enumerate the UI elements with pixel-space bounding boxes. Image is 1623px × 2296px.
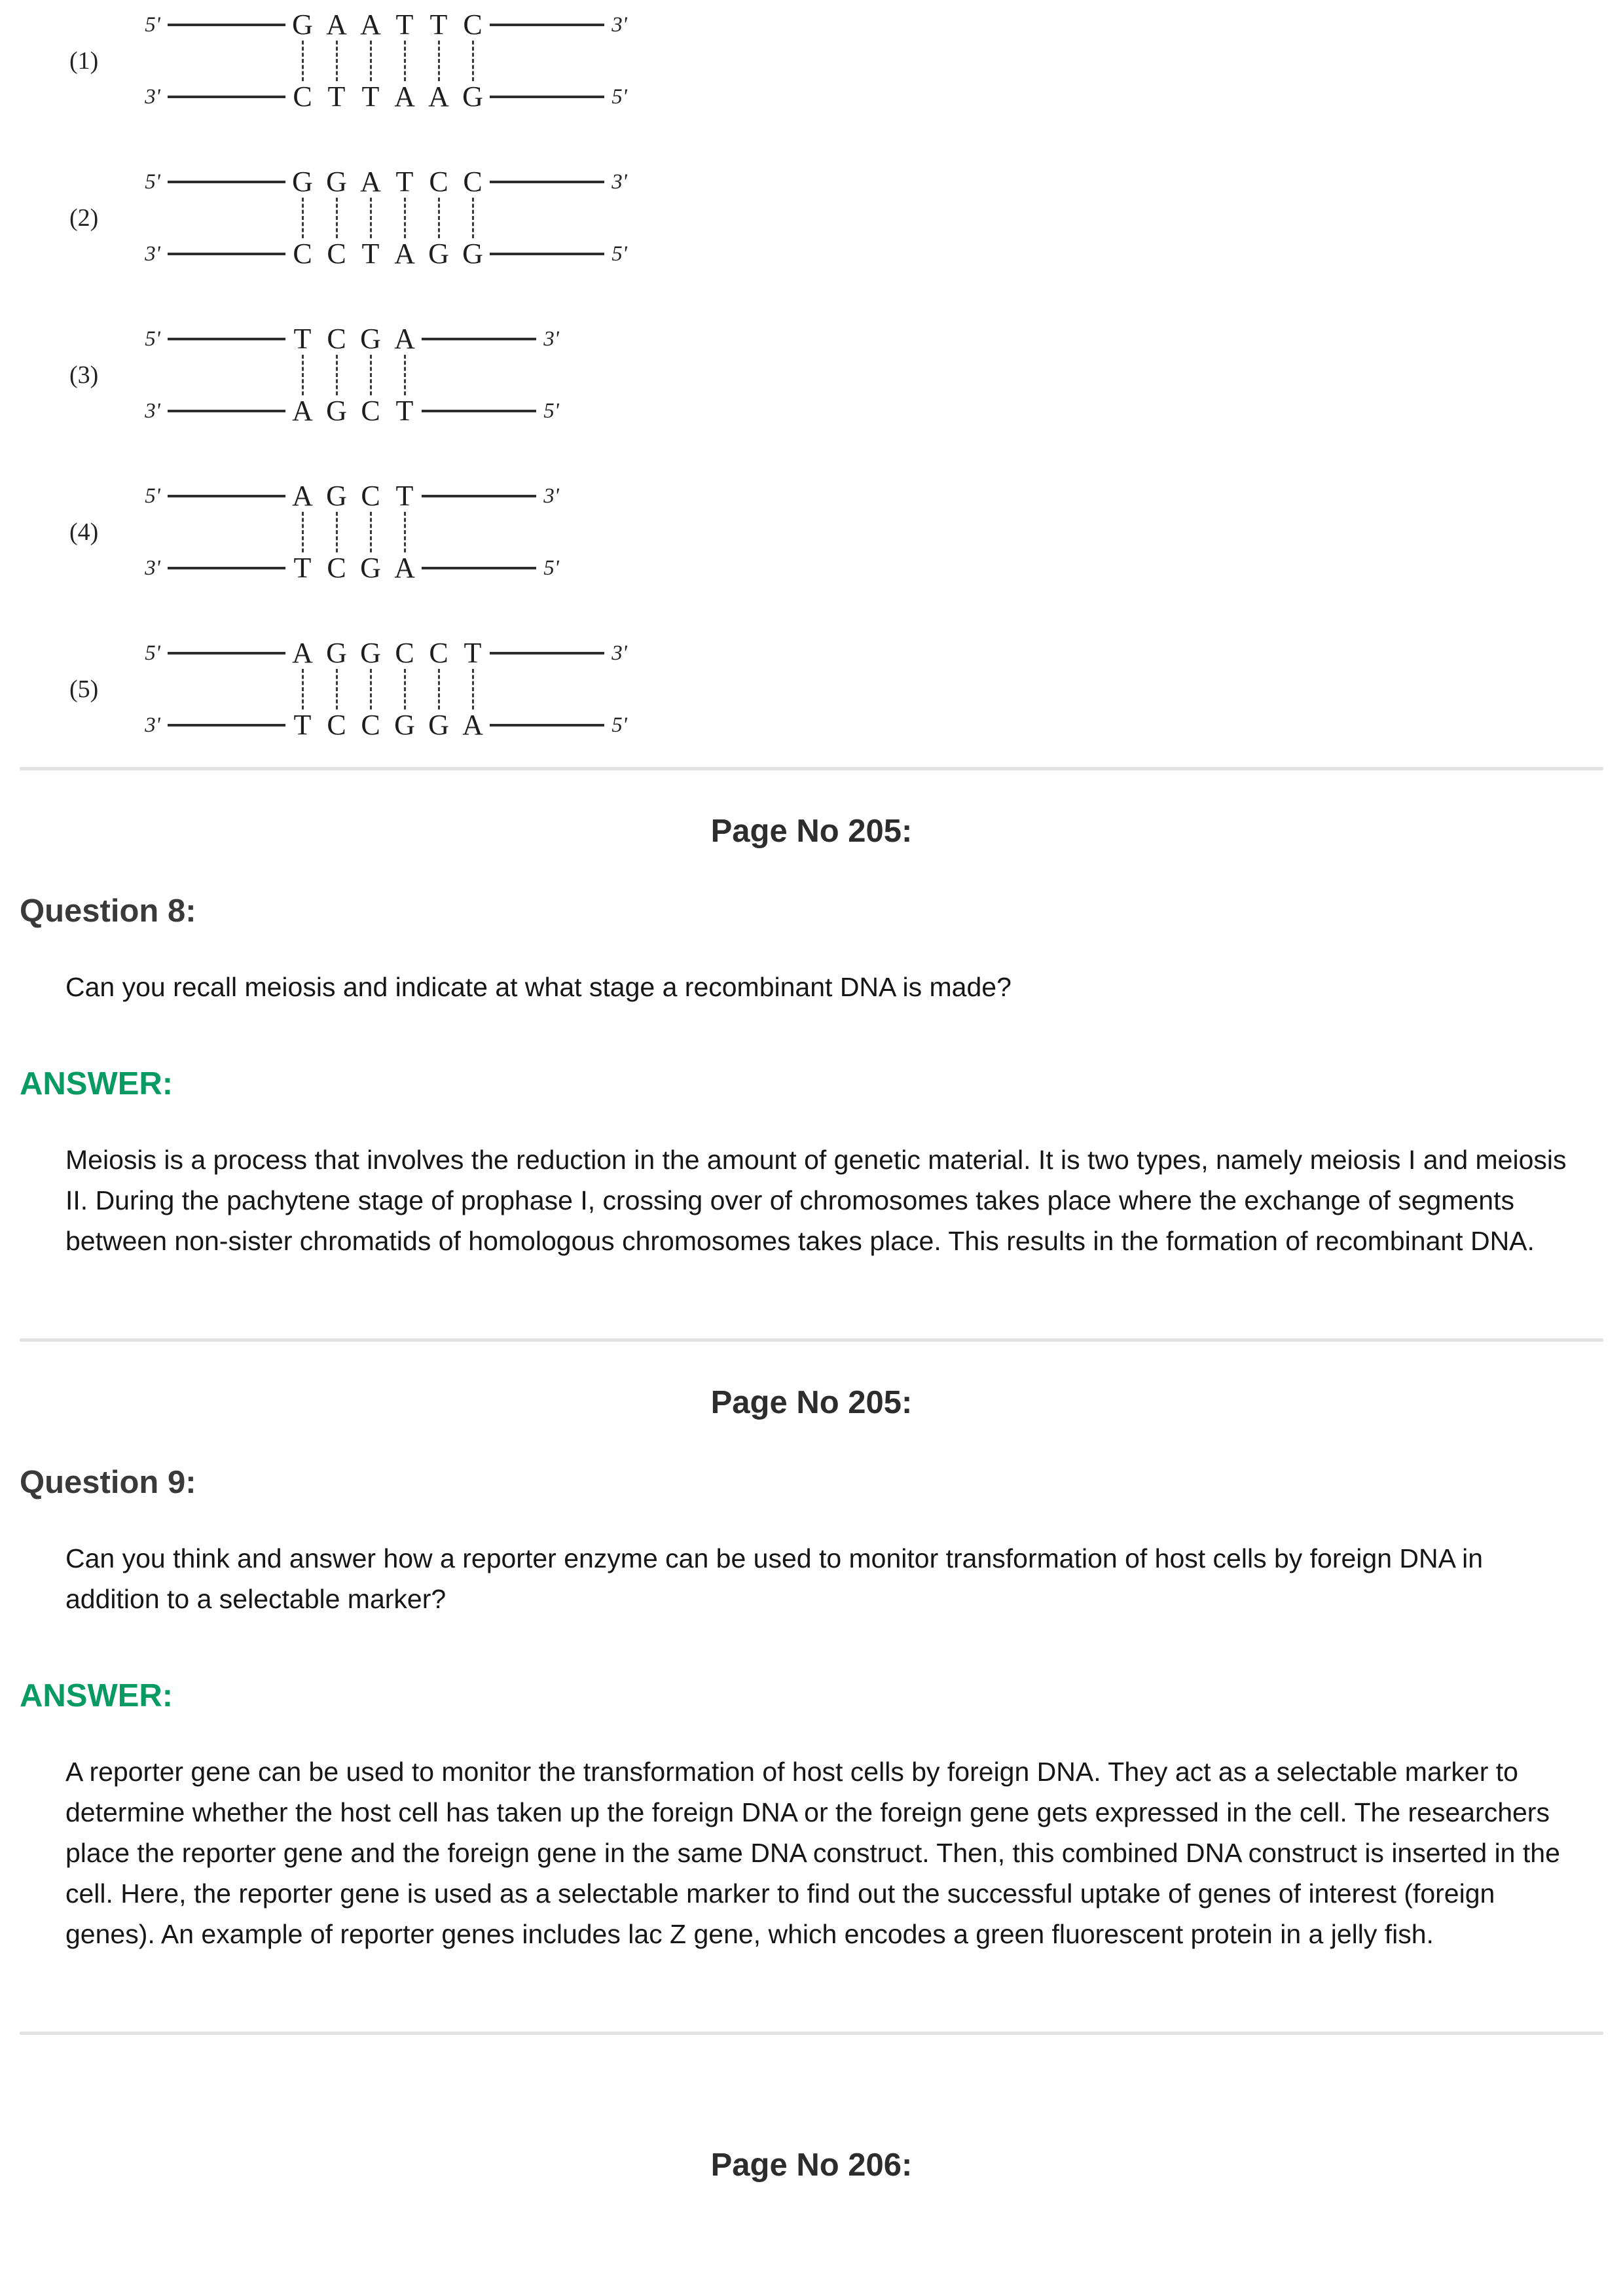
base-letter: G bbox=[462, 81, 483, 113]
base-letter: C bbox=[327, 238, 346, 270]
dna-sequences-figure bbox=[20, 7, 1603, 741]
five-prime-label: 5' bbox=[145, 327, 160, 351]
qa-section-question-9 bbox=[20, 1384, 1603, 1954]
base-letter: G bbox=[326, 166, 347, 198]
base-pair-bond bbox=[354, 355, 388, 395]
base-letter: G bbox=[326, 480, 347, 512]
qa-section-question-8 bbox=[20, 812, 1603, 1261]
dna-diagram-1 bbox=[52, 9, 1603, 113]
answer-text: A reporter gene can be used to monitor the transformation of host cells by foreign DNA. They act as a selectable marker to determine whether the host cell has taken up the foreign DNA or the foreign gene gets expressed in the cell. The researchers place the reporter gene and the foreign gene in the same DNA construct. Then, this combined DNA construct is inserted in the cell. Here, the reporter gene is used as a selectable marker to find out the successful uptake of genes of interest (foreign genes). An example of reporter genes includes lac Z gene, which encodes a green fluorescent protein in a jelly fish. bbox=[65, 1757, 1560, 1949]
five-prime-label: 5' bbox=[543, 399, 559, 423]
dna-diagram-4 bbox=[52, 480, 1603, 584]
base-letter: A bbox=[292, 637, 313, 669]
three-prime-label: 3' bbox=[145, 399, 160, 423]
base-pair-bonds bbox=[285, 198, 634, 238]
strand-line bbox=[168, 652, 285, 655]
base-letter: A bbox=[292, 480, 313, 512]
diagram-number-label: (2) bbox=[69, 204, 99, 232]
base-letter: A bbox=[428, 81, 449, 113]
strand-line bbox=[490, 253, 604, 255]
bottom-strand bbox=[137, 395, 566, 427]
base-letter: T bbox=[293, 552, 312, 584]
page-number-heading: Page No 205: bbox=[710, 814, 913, 849]
base-letter: C bbox=[361, 480, 380, 512]
bottom-strand bbox=[137, 81, 634, 113]
base-letter: C bbox=[463, 9, 483, 41]
base-pair-bond bbox=[422, 41, 456, 81]
diagram-number-label: (5) bbox=[69, 675, 99, 703]
strand-line bbox=[490, 24, 604, 26]
top-strand bbox=[137, 323, 566, 355]
strand-line bbox=[168, 24, 285, 26]
page-number-heading: Page No 206: bbox=[710, 2147, 913, 2183]
three-prime-label: 3' bbox=[145, 84, 160, 109]
section-divider bbox=[20, 1338, 1603, 1342]
three-prime-label: 3' bbox=[543, 327, 559, 351]
base-letter: T bbox=[293, 709, 312, 741]
base-pair-bond bbox=[354, 512, 388, 552]
base-letter: G bbox=[462, 238, 483, 270]
base-letter: T bbox=[464, 637, 482, 669]
base-letter: G bbox=[428, 709, 449, 741]
strand-line bbox=[168, 724, 285, 726]
bottom-strand-bases bbox=[285, 81, 490, 113]
top-strand bbox=[137, 480, 566, 512]
base-pair-bond bbox=[354, 669, 388, 709]
three-prime-label: 3' bbox=[611, 12, 627, 37]
base-letter: C bbox=[327, 709, 346, 741]
base-letter: G bbox=[292, 9, 313, 41]
answer-text: Meiosis is a process that involves the reduction in the amount of genetic material. It is two types, namely meiosis I and meiosis II. During the pachytene stage of prophase I, crossing over of chromosomes takes place where the exchange of segments between non-sister chromatids of homologous chromosomes takes place. This results in the formation of recombinant DNA. bbox=[65, 1145, 1567, 1256]
five-prime-label: 5' bbox=[543, 556, 559, 580]
base-pair-bonds bbox=[285, 512, 566, 552]
strand-line bbox=[490, 96, 604, 98]
base-letter: G bbox=[360, 637, 381, 669]
five-prime-label: 5' bbox=[611, 84, 627, 109]
question-text: Can you think and answer how a reporter enzyme can be used to monitor transformation of host cells by foreign DNA in addition to a selectable marker? bbox=[65, 1543, 1484, 1614]
top-strand-bases bbox=[285, 637, 490, 669]
base-letter: C bbox=[293, 238, 312, 270]
top-strand bbox=[137, 637, 634, 669]
base-pair-bond bbox=[319, 355, 354, 395]
base-letter: T bbox=[395, 395, 414, 427]
answer-label: ANSWER: bbox=[20, 1678, 173, 1713]
base-letter: C bbox=[293, 81, 312, 113]
base-letter: G bbox=[394, 709, 415, 741]
top-strand-bases bbox=[285, 323, 422, 355]
dna-diagram-body bbox=[137, 637, 634, 741]
diagram-number-label: (3) bbox=[69, 361, 99, 389]
question-label: Question 8: bbox=[20, 893, 196, 929]
base-letter: T bbox=[395, 166, 414, 198]
base-pair-bond bbox=[354, 41, 388, 81]
base-pair-bond bbox=[422, 669, 456, 709]
base-letter: G bbox=[292, 166, 313, 198]
base-letter: A bbox=[292, 395, 313, 427]
strand-line bbox=[422, 495, 536, 497]
dna-diagram-5 bbox=[52, 637, 1603, 741]
bottom-strand bbox=[137, 238, 634, 270]
base-pair-bond bbox=[319, 669, 354, 709]
strand-line bbox=[168, 567, 285, 569]
three-prime-label: 3' bbox=[145, 713, 160, 737]
three-prime-label: 3' bbox=[611, 170, 627, 194]
diagram-number-label: (4) bbox=[69, 518, 99, 546]
base-letter: G bbox=[360, 323, 381, 355]
base-letter: G bbox=[326, 395, 347, 427]
base-pair-bond bbox=[319, 198, 354, 238]
base-letter: A bbox=[326, 9, 347, 41]
base-pair-bond bbox=[354, 198, 388, 238]
base-letter: G bbox=[326, 637, 347, 669]
base-pair-bond bbox=[285, 512, 319, 552]
three-prime-label: 3' bbox=[543, 484, 559, 508]
base-letter: C bbox=[361, 395, 380, 427]
strand-line bbox=[168, 181, 285, 183]
question-text: Can you recall meiosis and indicate at what stage a recombinant DNA is made? bbox=[65, 972, 1012, 1002]
base-letter: C bbox=[327, 323, 346, 355]
five-prime-label: 5' bbox=[611, 242, 627, 266]
strand-line bbox=[168, 96, 285, 98]
five-prime-label: 5' bbox=[145, 12, 160, 37]
dna-diagram-body bbox=[137, 323, 566, 427]
base-pair-bonds bbox=[285, 355, 566, 395]
top-strand-bases bbox=[285, 9, 490, 41]
top-strand bbox=[137, 166, 634, 198]
section-divider bbox=[20, 767, 1603, 770]
base-pair-bond bbox=[285, 198, 319, 238]
base-letter: C bbox=[429, 637, 448, 669]
strand-line bbox=[490, 181, 604, 183]
strand-line bbox=[168, 253, 285, 255]
strand-line bbox=[422, 338, 536, 340]
strand-line bbox=[422, 567, 536, 569]
top-strand-bases bbox=[285, 480, 422, 512]
dna-diagram-body bbox=[137, 480, 566, 584]
base-pair-bond bbox=[388, 512, 422, 552]
base-pair-bond bbox=[388, 355, 422, 395]
base-letter: C bbox=[463, 166, 483, 198]
answer-label: ANSWER: bbox=[20, 1066, 173, 1102]
base-letter: A bbox=[394, 552, 415, 584]
base-letter: C bbox=[327, 552, 346, 584]
strand-line bbox=[168, 495, 285, 497]
three-prime-label: 3' bbox=[611, 641, 627, 665]
base-letter: T bbox=[429, 9, 448, 41]
base-pair-bond bbox=[388, 198, 422, 238]
base-pair-bonds bbox=[285, 41, 634, 81]
top-strand bbox=[137, 9, 634, 41]
strand-line bbox=[490, 652, 604, 655]
base-letter: T bbox=[395, 9, 414, 41]
three-prime-label: 3' bbox=[145, 242, 160, 266]
base-pair-bond bbox=[388, 41, 422, 81]
bottom-strand-bases bbox=[285, 709, 490, 741]
dna-diagram-3 bbox=[52, 323, 1603, 427]
five-prime-label: 5' bbox=[145, 641, 160, 665]
bottom-strand-bases bbox=[285, 395, 422, 427]
five-prime-label: 5' bbox=[145, 170, 160, 194]
base-pair-bonds bbox=[285, 669, 634, 709]
top-strand-bases bbox=[285, 166, 490, 198]
base-pair-bond bbox=[319, 41, 354, 81]
bottom-strand bbox=[137, 552, 566, 584]
base-pair-bond bbox=[456, 41, 490, 81]
base-letter: T bbox=[395, 480, 414, 512]
base-pair-bond bbox=[456, 198, 490, 238]
section-divider bbox=[20, 2032, 1603, 2035]
base-letter: T bbox=[361, 81, 380, 113]
strand-line bbox=[422, 410, 536, 412]
dna-diagram-2 bbox=[52, 166, 1603, 270]
base-pair-bond bbox=[285, 41, 319, 81]
dna-diagram-body bbox=[137, 166, 634, 270]
five-prime-label: 5' bbox=[611, 713, 627, 737]
five-prime-label: 5' bbox=[145, 484, 160, 508]
base-pair-bond bbox=[319, 512, 354, 552]
base-letter: A bbox=[462, 709, 483, 741]
base-letter: A bbox=[394, 323, 415, 355]
base-letter: A bbox=[360, 9, 381, 41]
base-letter: T bbox=[327, 81, 346, 113]
strand-line bbox=[168, 410, 285, 412]
three-prime-label: 3' bbox=[145, 556, 160, 580]
base-pair-bond bbox=[285, 355, 319, 395]
base-letter: G bbox=[360, 552, 381, 584]
base-letter: A bbox=[394, 238, 415, 270]
diagram-number-label: (1) bbox=[69, 47, 99, 75]
base-letter: C bbox=[361, 709, 380, 741]
base-letter: T bbox=[293, 323, 312, 355]
base-letter: A bbox=[360, 166, 381, 198]
question-label: Question 9: bbox=[20, 1465, 196, 1500]
base-letter: G bbox=[428, 238, 449, 270]
bottom-strand bbox=[137, 709, 634, 741]
base-letter: C bbox=[429, 166, 448, 198]
base-letter: T bbox=[361, 238, 380, 270]
base-pair-bond bbox=[285, 669, 319, 709]
base-pair-bond bbox=[388, 669, 422, 709]
bottom-strand-bases bbox=[285, 552, 422, 584]
dna-diagram-body bbox=[137, 9, 634, 113]
bottom-strand-bases bbox=[285, 238, 490, 270]
strand-line bbox=[168, 338, 285, 340]
base-pair-bond bbox=[422, 198, 456, 238]
base-letter: A bbox=[394, 81, 415, 113]
page-number-heading: Page No 205: bbox=[710, 1385, 913, 1420]
base-letter: C bbox=[395, 637, 414, 669]
base-pair-bond bbox=[456, 669, 490, 709]
strand-line bbox=[490, 724, 604, 726]
